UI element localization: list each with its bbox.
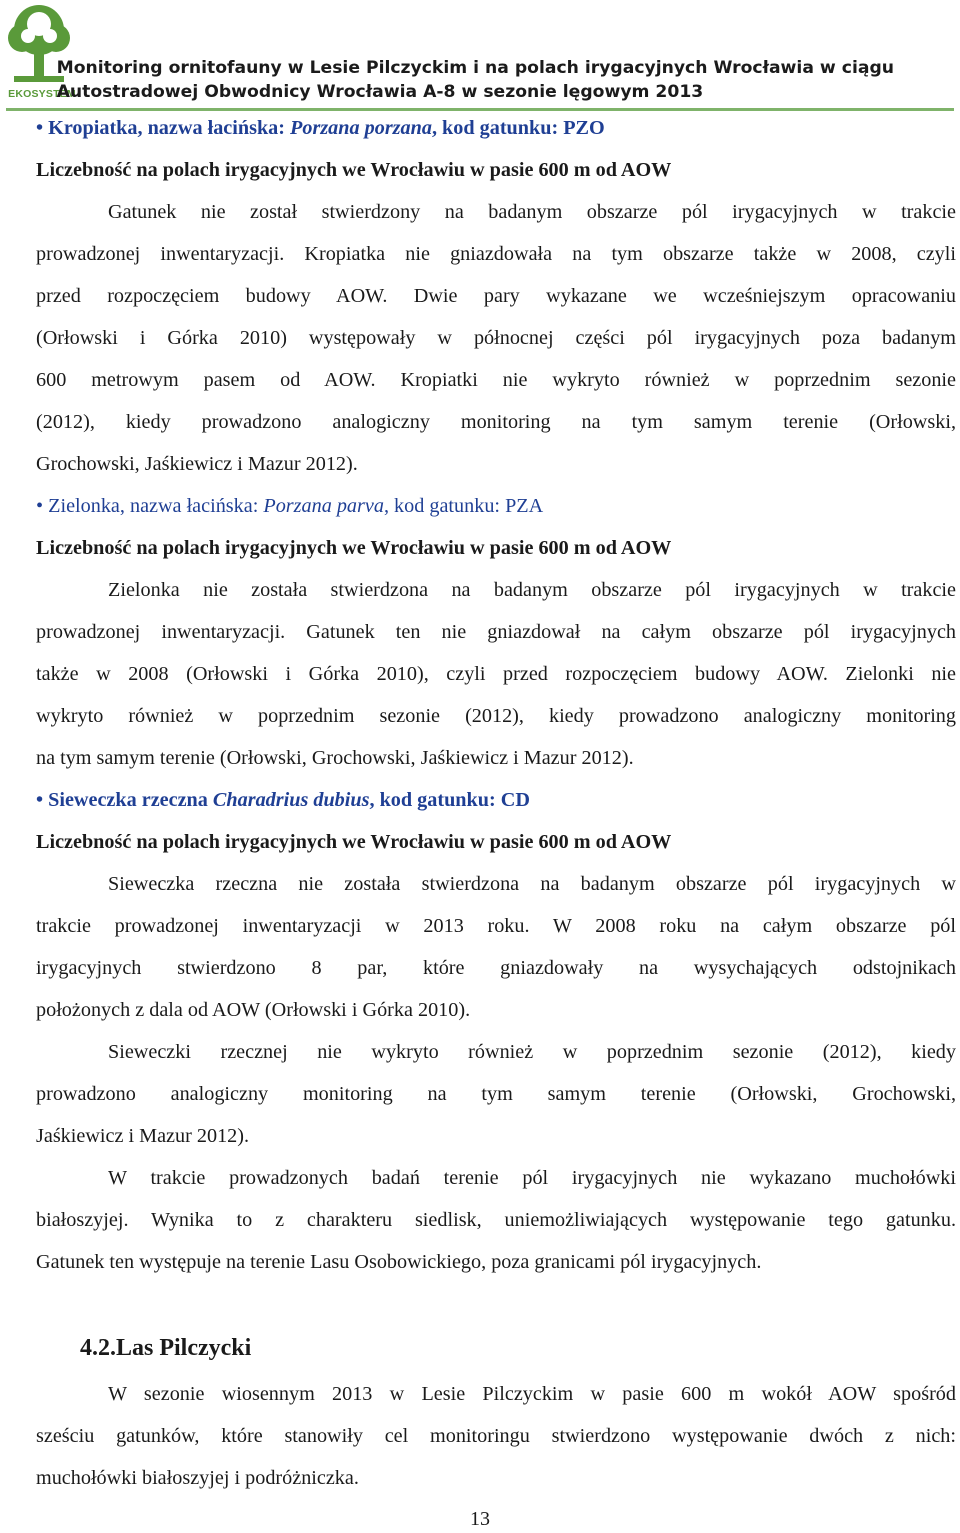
subheading: Liczebność na polach irygacyjnych we Wrocławiu w pasie 600 m od AOW (36, 831, 672, 853)
paragraph-line: prowadzonej inwentaryzacji. Gatunek ten nie gniazdował na całym obszarze pól irygacyjnych (36, 621, 956, 643)
paragraph-line: prowadzonej inwentaryzacji. Kropiatka nie gniazdowała na tym obszarze także w 2008, czyli (36, 243, 956, 265)
paragraph-line: prowadzono analogiczny monitoring na tym samym terenie (Orłowski, Grochowski, (36, 1083, 956, 1105)
paragraph-line: Zielonka nie została stwierdzona na badanym obszarze pól irygacyjnych w trakcie (108, 579, 956, 601)
paragraph-line: przed rozpoczęciem budowy AOW. Dwie pary wykazane we wcześniejszym opracowaniu (36, 285, 956, 307)
species-heading-prefix: Zielonka, nazwa łacińska: (48, 495, 264, 517)
paragraph-line: (2012), kiedy prowadzono analogiczny monitoring na tym samym terenie (Orłowski, (36, 411, 956, 433)
paragraph-line: białoszyjej. Wynika to z charakteru siedlisk, uniemożliwiających występowanie tego gatunku. (36, 1209, 956, 1231)
paragraph-line: W sezonie wiosennym 2013 w Lesie Pilczyckim w pasie 600 m wokół AOW spośród (108, 1383, 956, 1405)
species-heading-prefix: Kropiatka, nazwa łacińska: (48, 117, 291, 139)
bullet: • (36, 495, 44, 517)
bullet: • (36, 789, 44, 811)
paragraph-line: muchołówki białoszyjej i podróżniczka. (36, 1467, 359, 1489)
paragraph-line: także w 2008 (Orłowski i Górka 2010), czyli przed rozpoczęciem budowy AOW. Zielonki nie (36, 663, 956, 685)
bullet: • (36, 117, 44, 139)
paragraph-line: Sieweczki rzecznej nie wykryto również w poprzednim sezonie (2012), kiedy (108, 1041, 956, 1063)
paragraph-line: Gatunek ten występuje na terenie Lasu Osobowickiego, poza granicami pól irygacyjnych. (36, 1251, 762, 1273)
paragraph-line: Gatunek nie został stwierdzony na badanym obszarze pól irygacyjnych w trakcie (108, 201, 956, 223)
species-heading-kropiatka (36, 114, 956, 142)
header-title-line2: Autostradowej Obwodnicy Wrocławia A-8 w sezonie lęgowym 2013 (56, 82, 704, 102)
header-divider (6, 108, 954, 111)
paragraph-line: na tym samym terenie (Orłowski, Grochowski, Jaśkiewicz i Mazur 2012). (36, 747, 634, 769)
paragraph-line: (Orłowski i Górka 2010) występowały w północnej części pól irygacyjnych poza badanym (36, 327, 956, 349)
page-number: 13 (470, 1508, 490, 1530)
species-heading-prefix: Sieweczka rzeczna (48, 789, 213, 811)
header-title-line1: Monitoring ornitofauny w Lesie Pilczyckim i na polach irygacyjnych Wrocławia w ciągu (56, 58, 894, 78)
paragraph-line: Sieweczka rzeczna nie została stwierdzona na badanym obszarze pól irygacyjnych w (108, 873, 956, 895)
species-heading-zielonka (36, 492, 956, 520)
latin-name: Charadrius dubius (212, 789, 370, 811)
paragraph-line: irygacyjnych stwierdzono 8 par, które gniazdowały na wysychających odstojnikach (36, 957, 956, 979)
subheading: Liczebność na polach irygacyjnych we Wrocławiu w pasie 600 m od AOW (36, 159, 672, 181)
paragraph-line: W trakcie prowadzonych badań terenie pól irygacyjnych nie wykazano muchołówki (108, 1167, 956, 1189)
paragraph-line: Jaśkiewicz i Mazur 2012). (36, 1125, 250, 1147)
page-header (0, 0, 960, 112)
latin-name: Porzana porzana (290, 117, 432, 139)
paragraph-line: 600 metrowym pasem od AOW. Kropiatki nie wykryto również w poprzednim sezonie (36, 369, 956, 391)
section-heading (80, 1334, 680, 1362)
section-number: 4.2. (80, 1335, 116, 1361)
paragraph-line: wykryto również w poprzednim sezonie (2012), kiedy prowadzono analogiczny monitoring (36, 705, 956, 727)
paragraph-line: sześciu gatunków, które stanowiły cel monitoringu stwierdzono występowanie dwóch z nich: (36, 1425, 956, 1447)
latin-name: Porzana parva (263, 495, 384, 517)
subheading: Liczebność na polach irygacyjnych we Wrocławiu w pasie 600 m od AOW (36, 537, 672, 559)
species-heading-suffix: , kod gatunku: PZA (383, 495, 544, 517)
logo-text: EKOSYSTEM (8, 88, 76, 100)
species-heading-suffix: , kod gatunku: CD (369, 789, 530, 811)
paragraph-line: położonych z dala od AOW (Orłowski i Górka 2010). (36, 999, 471, 1021)
section-title: Las Pilczycki (116, 1335, 252, 1361)
species-heading-sieweczka (36, 786, 956, 814)
paragraph-line: trakcie prowadzonej inwentaryzacji w 2013 roku. W 2008 roku na całym obszarze pól (36, 915, 956, 937)
header-title (57, 56, 894, 104)
species-heading-suffix: , kod gatunku: PZO (431, 117, 605, 139)
paragraph-line: Grochowski, Jaśkiewicz i Mazur 2012). (36, 453, 358, 475)
